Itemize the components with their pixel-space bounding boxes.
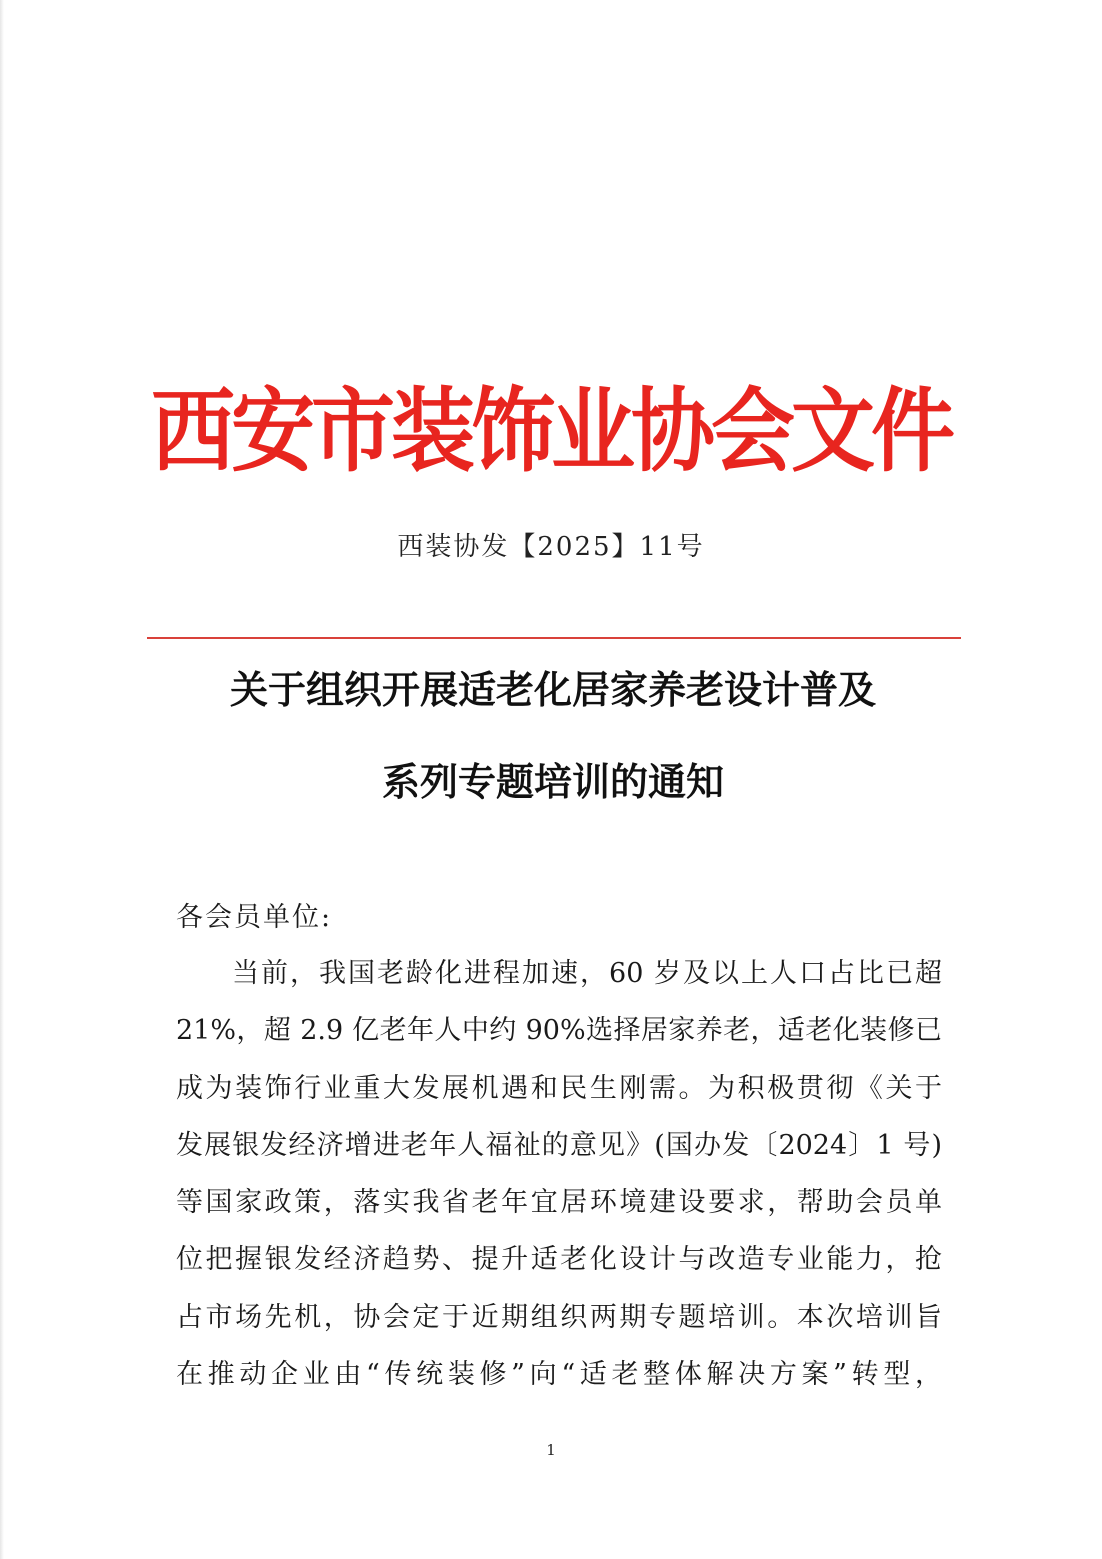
page-edge: [0, 0, 4, 1559]
notice-title-line-2: 系列专题培训的通知: [381, 759, 724, 804]
body-line: 位把握银发经济趋势、提升适老化设计与改造专业能力，抢: [176, 1244, 942, 1276]
body-line: 在推动企业由“传统装修”向“适老整体解决方案”转型，: [176, 1359, 942, 1391]
page-number: 1: [546, 1441, 556, 1459]
body-line: 等国家政策，落实我省老年宜居环境建设要求，帮助会员单: [176, 1187, 942, 1219]
notice-title-line-1: 关于组织开展适老化居家养老设计普及: [229, 667, 876, 712]
body-line: 成为装饰行业重大发展机遇和民生刚需。为积极贯彻《关于: [176, 1072, 942, 1104]
red-divider: [147, 637, 961, 639]
document-number: 西装协发【2025】11号: [397, 532, 705, 562]
body-line: 当前，我国老龄化进程加速，60 岁及以上人口占比已超: [232, 958, 942, 989]
salutation: 各会员单位:: [176, 902, 333, 933]
body-line: 发展银发经济增进老年人福祉的意见》(国办发〔2024〕1 号): [176, 1129, 942, 1161]
body-line: 21%，超 2.9 亿老年人中约 90%选择居家养老，适老化装修已: [176, 1015, 942, 1047]
document-header-title: 西安市装饰业协会文件: [150, 377, 951, 485]
body-paragraph: [176, 954, 942, 1412]
body-line: 占市场先机，协会定于近期组织两期专题培训。本次培训旨: [176, 1301, 942, 1333]
notice-title: [150, 667, 956, 804]
